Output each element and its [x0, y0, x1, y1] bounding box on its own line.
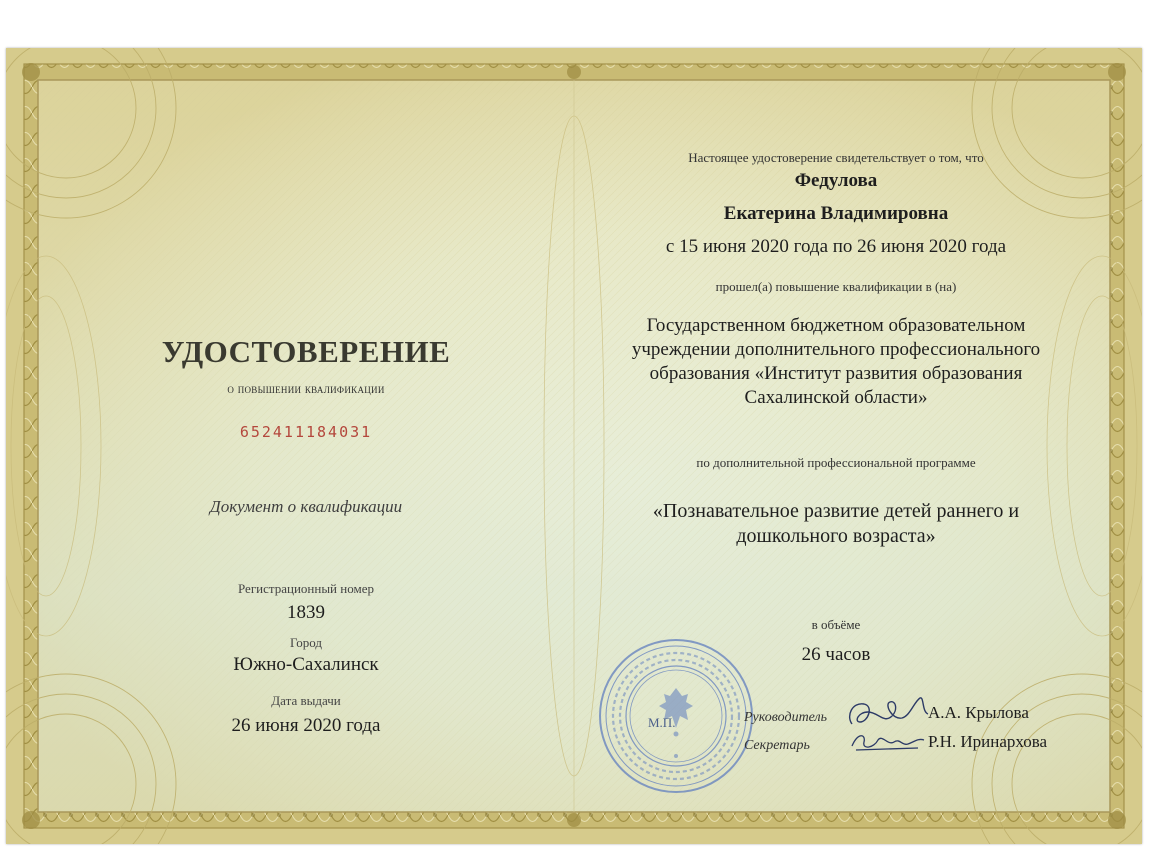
holder-first-name: Екатерина Владимировна: [723, 203, 949, 224]
issue-date-label: Дата выдачи: [271, 693, 341, 708]
organization-line: образования «Институт развития образования: [649, 363, 1023, 384]
serial-number: 652411184031: [239, 423, 373, 441]
registration-label: Регистрационный номер: [238, 581, 374, 596]
program-name: [586, 499, 1086, 549]
certificate-subtitle: о повышении квалификации: [227, 381, 385, 396]
volume-label: в объёме: [811, 617, 861, 632]
program-line: дошкольного возраста»: [736, 525, 936, 547]
organization-line: учреждении дополнительного профессионального: [631, 339, 1041, 360]
city-value: Южно-Сахалинск: [233, 654, 379, 675]
secretary-name: Р.Н. Иринархова: [928, 732, 1048, 751]
head-role-label: Руководитель: [744, 710, 828, 725]
issue-date-value: 26 июня 2020 года: [231, 715, 381, 736]
holder-last-name: Федулова: [794, 170, 878, 191]
training-period: с 15 июня 2020 года по 26 июня 2020 года: [665, 236, 1007, 257]
official-seal-stamp: [596, 636, 756, 796]
secretary-signature: [848, 728, 928, 754]
document-type: Документ о квалификации: [209, 497, 403, 516]
certificate-document: [6, 48, 1142, 844]
program-intro: по дополнительной профессиональной программе: [696, 455, 976, 470]
certificate-title: УДОСТОВЕРЕНИЕ: [161, 334, 451, 369]
secretary-role-label: Секретарь: [744, 738, 810, 753]
stamp-label: М.П.: [648, 715, 676, 730]
head-name: А.А. Крылова: [928, 703, 1029, 722]
program-line: «Познавательное развитие детей раннего и: [652, 500, 1020, 522]
passed-text: прошел(а) повышение квалификации в (на): [715, 279, 957, 294]
registration-number: 1839: [287, 602, 325, 623]
city-label: Город: [289, 635, 323, 650]
intro-text: Настоящее удостоверение свидетельствует о том, что: [688, 150, 984, 165]
volume-value: 26 часов: [801, 644, 871, 665]
organization-line: Сахалинской области»: [744, 387, 928, 408]
organization-line: Государственном бюджетном образовательном: [646, 315, 1026, 336]
organization-name: [586, 314, 1086, 410]
